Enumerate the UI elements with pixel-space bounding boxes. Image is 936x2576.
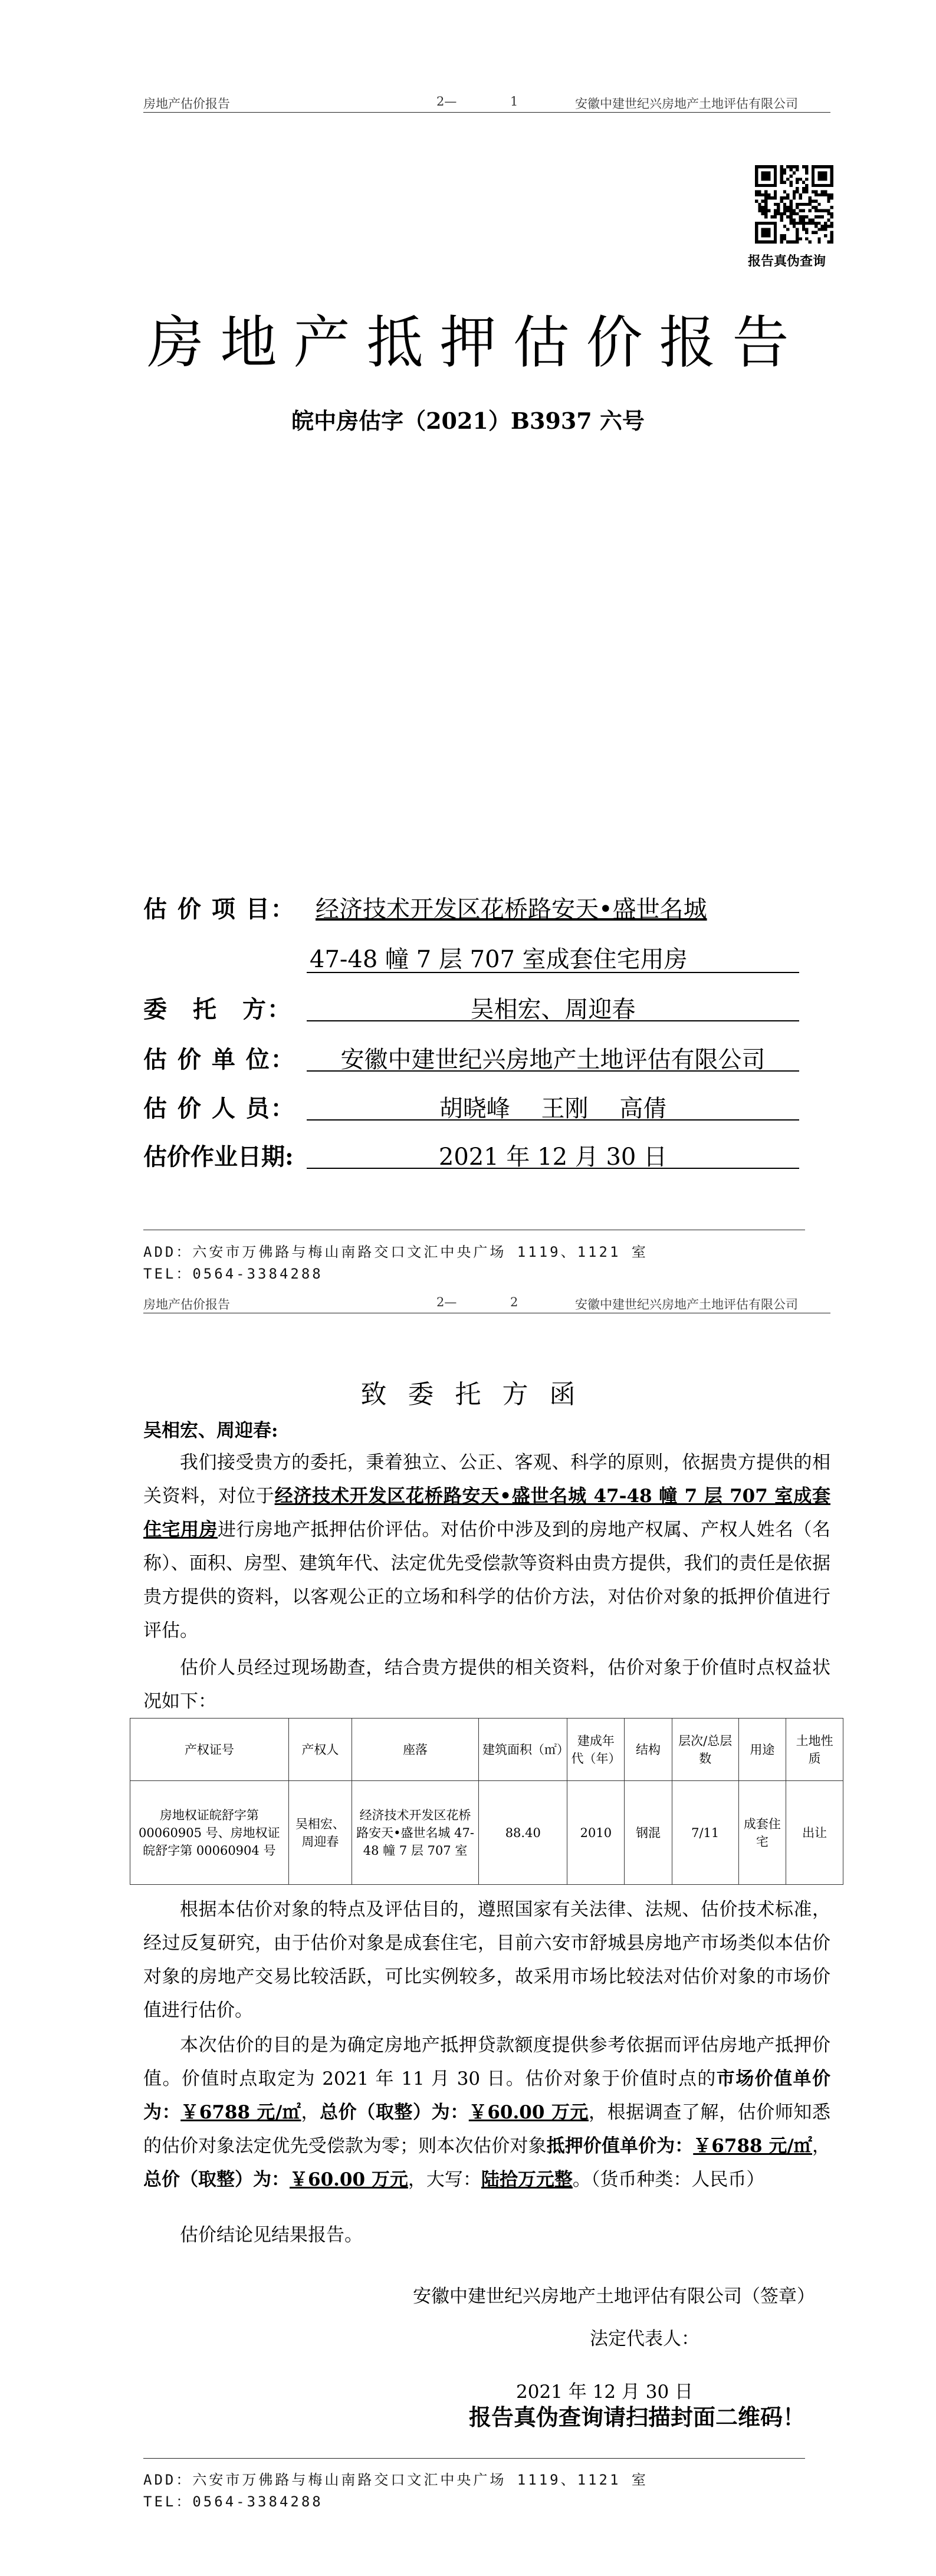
company-signature: 安徽中建世纪兴房地产土地评估有限公司（签章）	[413, 2286, 815, 2307]
table-header-cell: 土地性质	[786, 1719, 843, 1781]
p4-comma-1: ，	[301, 2102, 320, 2123]
client-underline	[307, 1020, 799, 1021]
market-unit-label: 市场价值单价为：	[143, 2068, 830, 2123]
market-unit-price: ￥6788 元/㎡	[180, 2102, 301, 2123]
letter-title: 致委托方函	[360, 1379, 597, 1409]
paragraph-1-intro: 我们接受贵方的委托，秉着独立、公正、客观、科学的原则，依据贵方提供的相关资料，对位于	[143, 1452, 830, 1507]
header-page-number: 2	[510, 1295, 518, 1309]
mortgage-total-label: 总价（取整）为：	[143, 2169, 290, 2190]
rights-table	[130, 1718, 843, 1885]
p4-middle: ，根据调查了解，估价师知悉的估价对象法定优先受偿款为零；则本次估价对象	[143, 2102, 831, 2157]
table-header-cell: 建成年代（年）	[567, 1719, 625, 1781]
header-right: 安徽中建世纪兴房地产土地评估有限公司	[575, 97, 798, 111]
header-rule	[143, 112, 830, 113]
footer-rule	[143, 2458, 805, 2459]
table-header-cell: 建筑面积（㎡）	[479, 1719, 567, 1781]
mortgage-unit-price: ￥6788 元/㎡	[693, 2135, 812, 2157]
p4-currency: 。（货币种类：人民币）	[572, 2169, 765, 2190]
project-value-line2: 47-48 幢 7 层 707 室成套住宅用房	[310, 946, 688, 973]
date-value: 2021 年 12 月 30 日	[438, 1144, 668, 1171]
staff-label: 估 价 人 员：	[143, 1095, 295, 1122]
verify-note: 报告真伪查询请扫描封面二维码！	[469, 2404, 806, 2430]
mortgage-total-price: ￥60.00 万元	[290, 2169, 408, 2190]
report-number: 皖中房估字（2021）B3937 六号	[291, 408, 645, 434]
paragraph-1	[143, 1446, 830, 1648]
table-cell-structure: 钢混	[625, 1781, 672, 1885]
table-cell-floor: 7/11	[672, 1781, 738, 1885]
mortgage-total-capital: 陆拾万元整	[481, 2169, 573, 2190]
qr-caption: 报告真伪查询	[748, 254, 826, 269]
table-row	[130, 1781, 843, 1885]
table-header-row	[130, 1719, 843, 1781]
table-header-cell: 产权证号	[130, 1719, 289, 1781]
appraiser-label: 估 价 单 位：	[143, 1046, 295, 1073]
staff-value: 胡晓峰 王刚 高倩	[439, 1095, 667, 1122]
header-page-prefix: 2—	[436, 94, 457, 109]
paragraph-3: 根据本估价对象的特点及评估目的，遵照国家有关法律、法规、估价技术标准，经过反复研究，由于估价对象是成套住宅，目前六安市舒城县房地产市场类似本估价对象的房地产交易比较活跃，可比实例较多，故采用市场比较法对估价对象的市场价值进行估价。	[143, 1899, 830, 2021]
table-header-cell: 座落	[352, 1719, 479, 1781]
p4-intro: 本次估价的目的是为确定房地产抵押贷款额度提供参考依据而评估房地产抵押价值。价值时点取定为 2021 年 11 月 30 日。估价对象于价值时点的	[143, 2035, 830, 2089]
header-right: 安徽中建世纪兴房地产土地评估有限公司	[575, 1297, 798, 1312]
market-total-price: ￥60.00 万元	[468, 2102, 589, 2123]
report-title: 房地产抵押估价报告	[147, 310, 806, 376]
appraiser-value: 安徽中建世纪兴房地产土地评估有限公司	[340, 1046, 766, 1073]
table-header-cell: 用途	[738, 1719, 786, 1781]
header-left: 房地产估价报告	[143, 97, 230, 111]
property-address: 经济技术开发区花桥路安天•盛世名城 47-48 幢 7 层 707 室成套住宅用房	[143, 1486, 830, 1540]
appraiser-underline	[307, 1070, 799, 1072]
header-page-number: 1	[510, 94, 518, 109]
client-label: 委 托 方：	[143, 995, 292, 1023]
table-cell-location: 经济技术开发区花桥路安天•盛世名城 47-48 幢 7 层 707 室	[352, 1781, 479, 1885]
footer-address: ADD：六安市万佛路与梅山南路交口文汇中央广场 1119、1121 室	[143, 1244, 648, 1260]
paragraph-5: 估价结论见结果报告。	[180, 2225, 363, 2246]
date-underline	[307, 1168, 799, 1169]
table-header-cell: 产权人	[288, 1719, 352, 1781]
legal-representative: 法定代表人：	[590, 2328, 699, 2350]
p4-comma-2: ，	[812, 2135, 830, 2157]
signature-date: 2021 年 12 月 30 日	[516, 2381, 694, 2403]
project-value-line1: 经济技术开发区花桥路安天•盛世名城	[316, 896, 707, 923]
staff-underline	[307, 1119, 799, 1121]
project-underline	[307, 972, 799, 973]
client-value: 吴相宏、周迎春	[470, 996, 636, 1023]
mortgage-unit-label: 抵押价值单价为：	[546, 2135, 694, 2157]
table-cell-year: 2010	[567, 1781, 625, 1885]
p4-capital-label: ，大写：	[408, 2169, 481, 2190]
market-total-label: 总价（取整）为：	[320, 2102, 469, 2123]
paragraph-2: 估价人员经过现场勘查，结合贵方提供的相关资料，估价对象于价值时点权益状况如下：	[143, 1657, 830, 1712]
header-left: 房地产估价报告	[143, 1297, 230, 1312]
table-cell-owner: 吴相宏、周迎春	[288, 1781, 352, 1885]
paragraph-1-rest: 进行房地产抵押估价评估。对估价中涉及到的房地产权属、产权人姓名（名称）、面积、房型、建筑年代、法定优先受偿款等资料由贵方提供，我们的责任是依据贵方提供的资料，以客观公正的立场和科学的估价方法，对估价对象的抵押价值进行评估。	[143, 1519, 830, 1641]
date-label: 估价作业日期:	[143, 1143, 294, 1171]
header-page-prefix: 2—	[436, 1295, 457, 1309]
table-header-cell: 结构	[625, 1719, 672, 1781]
table-cell-cert-no: 房地权证皖舒字第 00060905 号、房地权证皖舒字第 00060904 号	[130, 1781, 289, 1885]
project-label: 估 价 项 目：	[143, 895, 295, 923]
footer-tel: TEL：0564-3384288	[143, 1266, 323, 1282]
footer-tel: TEL：0564-3384288	[143, 2493, 323, 2510]
table-cell-usage: 成套住宅	[738, 1781, 786, 1885]
qr-code-icon[interactable]	[755, 165, 833, 244]
table-cell-area: 88.40	[479, 1781, 567, 1885]
table-cell-land-type: 出让	[786, 1781, 843, 1885]
paragraph-4	[143, 2029, 830, 2197]
footer-address: ADD：六安市万佛路与梅山南路交口文汇中央广场 1119、1121 室	[143, 2472, 648, 2488]
table-header-cell: 层次/总层数	[672, 1719, 738, 1781]
salutation: 吴相宏、周迎春:	[143, 1420, 278, 1441]
